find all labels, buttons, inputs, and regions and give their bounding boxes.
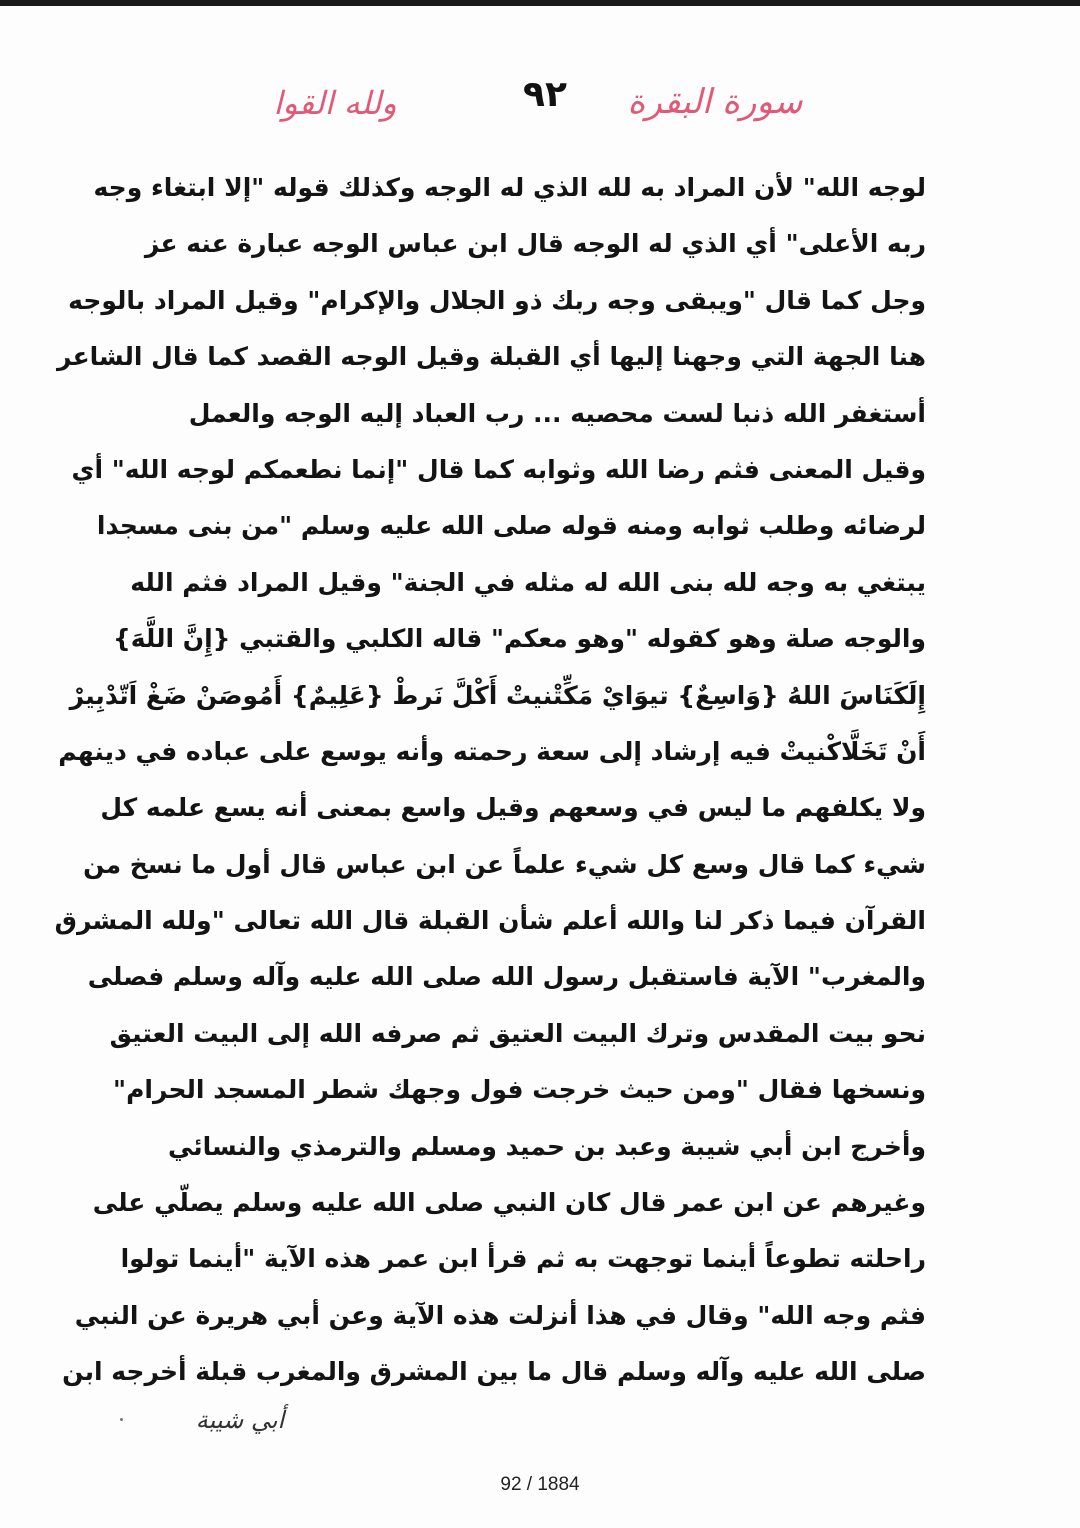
text-line: إِلَكَنَاسَ اللهُ {وَاسِعٌ} تيوَايْ مَكِّتْنيتْ أَكْلَّ نَرطْ {عَلِيمٌ} أَمُوصَنْ ضَغْ اَتّدْبِيرْ: [69, 680, 926, 710]
page-header: [0, 74, 1080, 144]
text-line: لرضائه وطلب ثوابه ومنه قوله صلى الله عليه وسلم "من بنى مسجدا: [96, 511, 926, 541]
text-line: ونسخها فقال "ومن حيث خرجت فول وجهك شطر المسجد الحرام": [113, 1075, 926, 1105]
text-line: وقيل المعنى فثم رضا الله وثوابه كما قال "إنما نطعمكم لوجه الله" أي: [71, 454, 926, 484]
text-line: وجل كما قال "ويبقى وجه ربك ذو الجلال والإكرام" وقيل المراد بالوجه: [68, 285, 926, 315]
footer-catchword: أبي شيبة: [195, 1406, 285, 1434]
text-line: شيء كما قال وسع كل شيء علماً عن ابن عباس قال أول ما نسخ من: [83, 849, 926, 879]
text-line: نحو بيت المقدس وترك البيت العتيق ثم صرفه الله إلى البيت العتيق: [109, 1018, 926, 1048]
document-page: [0, 6, 1080, 1528]
text-line: ولا يكلفهم ما ليس في وسعهم وقيل واسع بمعنى أنه يسع علمه كل: [100, 793, 926, 823]
pagination-indicator: 92 / 1884: [500, 1474, 580, 1495]
text-line: لوجه الله" لأن المراد به لله الذي له الوجه وكذلك قوله "إلا ابتغاء وجه: [93, 173, 926, 202]
text-line: صلى الله عليه وآله وسلم قال ما بين المشرق والمغرب قبلة أخرجه ابن: [62, 1357, 926, 1387]
text-line: ربه الأعلى" أي الذي له الوجه قال ابن عباس الوجه عبارة عنه عز: [144, 229, 926, 259]
text-line: هنا الجهة التي وجهنا إليها أي القبلة وقيل الوجه القصد كما قال الشاعر: [57, 342, 926, 372]
text-line: فثم وجه الله" وقال في هذا أنزلت هذه الآية وعن أبي هريرة عن النبي: [74, 1300, 926, 1330]
body-text: [54, 160, 926, 1401]
text-line: القرآن فيما ذكر لنا والله أعلم شأن القبلة قال الله تعالى "ولله المشرق: [54, 906, 926, 936]
text-line: راحلته تطوعاً أينما توجهت به ثم قرأ ابن عمر هذه الآية "أينما تولوا: [120, 1244, 926, 1274]
text-line: والمغرب" الآية فاستقبل رسول الله صلى الله عليه وآله وسلم فصلى: [87, 962, 926, 992]
text-line: أَنْ تَخَلَّاكْنيتْ فيه إرشاد إلى سعة رحمته وأنه يوسع على عباده في دينهم: [58, 736, 926, 766]
scan-speck: [120, 1418, 123, 1421]
text-line: وغيرهم عن ابن عمر قال كان النبي صلى الله عليه وسلم يصلّي على: [92, 1188, 926, 1218]
text-line: وأخرج ابن أبي شيبة وعبد بن حميد ومسلم والترمذي والنسائي: [167, 1131, 926, 1161]
text-line: يبتغي به وجه لله بنى الله له مثله في الجنة" وقيل المراد فثم الله: [130, 567, 926, 597]
verse-line: أستغفر الله ذنبا لست محصيه ... رب العباد إليه الوجه والعمل: [188, 398, 926, 428]
text-line: والوجه صلة وهو كقوله "وهو معكم" قاله الكلبي والقتبي {إِنَّ اللَّهَ}: [112, 624, 926, 654]
surah-title: سورة البقرة: [627, 82, 803, 122]
page-number: ٩٢: [523, 74, 567, 115]
header-catchword: ولله القوا: [273, 84, 397, 122]
